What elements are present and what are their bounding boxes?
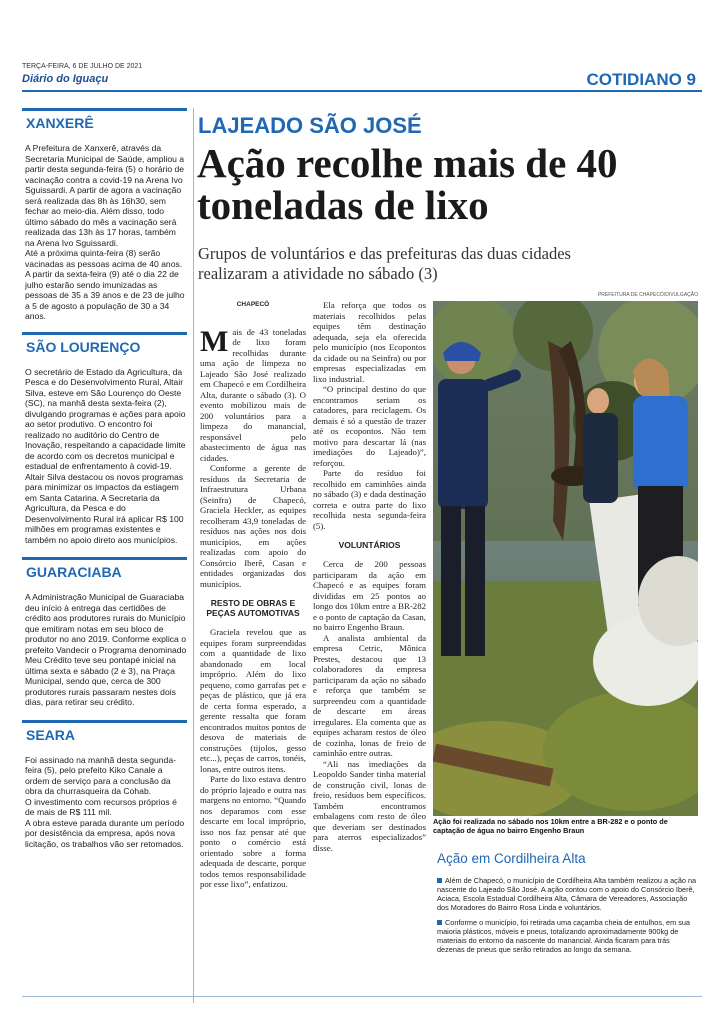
article-paragraph: “O principal destino do que encontramos seriam os catadores, para reciclagem. Os demais é só a questão de trazer até os ecopontos. Não tem motivo para descartar lá (nas imediações do Lajeado)”, reforçou. bbox=[313, 384, 426, 468]
article-paragraph: Cerca de 200 pessoas participaram da ação em Chapecó e as equipes foram divididas em 25 pontos ao longo dos 10km entre a BR-282 e o ponto de captação da Casan, no bairro Engenho Braun. bbox=[313, 559, 426, 632]
article-paragraph: Ela reforça que todos os materiais recolhidos pelas equipes têm destinação adequada, seja ela oferecida pelo município (nos Ecopontos da cidade ou na Seinfra) ou por empresas especializadas em lixo industrial. bbox=[313, 300, 426, 384]
article-subtitle: VOLUNTÁRIOS bbox=[338, 540, 401, 550]
article-paragraph: “Ali nas imediações da Leopoldo Sander tinha material de construção civil, lonas de freio, resíduos bem específicos. Também encontramos embalagens com resto de óleo que deveriam ser destinados para aterros especializados” disse. bbox=[313, 758, 426, 853]
section-rule bbox=[22, 557, 187, 560]
newspaper-name: Diário do Iguaçu bbox=[22, 73, 109, 85]
volunteers-photo-illustration bbox=[433, 301, 698, 816]
article-paragraph: Parte do lixo estava dentro do próprio lajeado e outra nas margens no entorno. “Quando nos deparamos com esse descarte em local impróprio, isso nos faz pensar até que ponto o comércio está orientado sobre a forma adequada de descarte, porque todos temos responsabilidade por esse lixo”, enfatizou. bbox=[200, 774, 306, 889]
brief-body: A Administração Municipal de Guaraciaba deu início à entrega das certidões de crédito aos produtores rurais do Município que emitiram notas em seu bloco de produtor no ano 2019. Conforme explica o prefeito Vandecir o Programa denominado Meu Crédito teve seu pontapé inicial na última sexta e sábado (2 e 3), na Praça Municipal, sendo que, cerca de 300 produtores rurais passaram nestes dois dias, para retirar seu crédito. bbox=[25, 592, 187, 707]
bullet-square-icon bbox=[437, 878, 442, 883]
paragraph-text: ais de 43 toneladas de lixo foram recolhidas durante uma ação de limpeza no Lajeado São José realizado em Chapecó e em Cordilheira Alta, durante o sábado (3). O evento mobilizou mais de 200 voluntários para a limpeza do manancial, responsável pelo abastecimento de água nas cidades. bbox=[200, 326, 306, 463]
drop-cap: M bbox=[200, 324, 229, 358]
article-byline: CHAPECÓ bbox=[236, 301, 270, 308]
sidebar-box-body bbox=[437, 876, 699, 960]
brief-xanxere bbox=[22, 108, 187, 322]
column-divider bbox=[193, 108, 194, 1003]
article-paragraph: Parte do resíduo foi recolhido em caminhões ainda no sábado (3) e dada destinação correta e outra parte do lixo recolhida nesta segunda-feira (5). bbox=[313, 468, 426, 531]
article-column-1 bbox=[200, 300, 306, 890]
sidebar-paragraph bbox=[437, 918, 699, 954]
article-paragraph: A analista ambiental da empresa Cetric, Mônica Prestes, destacou que 13 colaboradores da empresa participaram da ação no sábado e reforça que também se surpreendeu com a quantidade de descarte em áreas irregulares. Ela comenta que as equipes acharam restos de óleo de cozinha, lonas de freio de caminhão entre outras. bbox=[313, 632, 426, 758]
section-rule bbox=[22, 108, 187, 111]
article-headline: Ação recolhe mais de 40 toneladas de lixo bbox=[197, 140, 618, 228]
brief-seara bbox=[22, 720, 187, 850]
brief-title: SEARA bbox=[26, 726, 76, 743]
article-paragraph: Graciela revelou que as equipes foram surpreendidas com a quantidade de lixo abandonado em local impróprio. Além do lixo pequeno, como garrafas pet e peças de plástico, que já era de certa forma esperado, a gerente ressalta que foram encontrados muitos pontos de desova de materiais de construções (tijolos, gesso etc...), peças de carros, tonéis, lonas, entre outros itens. bbox=[200, 627, 306, 774]
footer-rule bbox=[22, 996, 702, 997]
paragraph-text: Além de Chapecó, o município de Cordilheira Alta também realizou a ação na nascente do Lajeado São José. A ação contou com o apoio do Consórcio Iberê, Aciaca, Escola Estadual Cordilheira Alta, Câmara de Vereadores, Associação dos Moradores do Bairro Rosa Linda e voluntários. bbox=[437, 876, 697, 912]
sidebar-paragraph bbox=[437, 876, 699, 912]
article-paragraph: Conforme a gerente de resíduos da Secretaria de Infraestrutura Urbana (Seinfra) de Chapecó, Graciela Heckler, as equipes recolheram 43,9 toneladas de resíduos nas ações nos dois municípios, em ações realizadas com apoio do Consórcio Iberê, Casan e entidades organizadas dos municípios. bbox=[200, 463, 306, 589]
photo-credit: PREFEITURA DE CHAPECÓ/DIVULGAÇÃO bbox=[597, 292, 698, 298]
article-kicker: LAJEADO SÃO JOSÉ bbox=[198, 113, 422, 138]
section-rule bbox=[22, 332, 187, 335]
article-photo bbox=[433, 301, 698, 816]
header-date: TERÇA-FEIRA, 6 DE JULHO DE 2021 bbox=[22, 63, 143, 70]
section-page-label: COTIDIANO 9 bbox=[586, 70, 696, 89]
left-news-column bbox=[22, 92, 187, 849]
article-paragraph bbox=[200, 324, 306, 464]
bullet-square-icon bbox=[437, 920, 442, 925]
sidebar-box-title: Ação em Cordilheira Alta bbox=[437, 851, 586, 866]
brief-body: A Prefeitura de Xanxerê, através da Secretaria Municipal de Saúde, ampliou a partir desta segunda-feira (5) o horário de vacinação contra a covid-19 na Arena Ivo Sguissardi. A partir de agora a vacinação será realizada das 8h às 16h30, sem fechar ao meio-dia. Além disso, todo último sábado do mês a vacinação será realizada das 13h às 17 horas, também na Arena Ivo Sguissardi. Até a próxima quinta-feira (8) serão vacinadas as pessoas acima de 40 anos. A partir da sexta-feira (9) até o dia 22 de julho estarão sendo imunizadas as pessoas de 35 a 39 anos e de 23 de julho a 5 de agosto a população de 30 a 34 anos. bbox=[25, 143, 185, 321]
brief-title: GUARACIABA bbox=[26, 564, 122, 580]
section-rule bbox=[22, 720, 187, 723]
article-column-2 bbox=[313, 300, 426, 853]
brief-title: SÃO LOURENÇO bbox=[26, 338, 141, 355]
brief-sao-lourenco bbox=[22, 332, 187, 546]
brief-body: O secretário de Estado da Agricultura, da Pesca e do Desenvolvimento Rural, Altair Silva, esteve em São Lourenço do Oeste (SC), na manhã desta sexta-feira (2), divulgando programas e ações para apoio ao setor produtivo. O encontro foi realizado no auditório do Centro de Inovação, respeitando a capacidade limite de acordo com os decretos municipal e estadual de enfrentamento à covid-19. Altair Silva destacou os novos programas para minimizar os impactos da estiagem em Santa Catarina. A Secretaria da Agricultura, da Pesca e do Desenvolvimento Rural irá aplicar R$ 100 milhões em programas existentes e também no apoio direto aos municípios. bbox=[25, 366, 186, 545]
brief-body: Foi assinado na manhã desta segunda-feira (5), pelo prefeito Kiko Canale a ordem de serviço para a conclusão da obra da churrasqueira da Cohab. O investimento com recursos próprios é de mais de R$ 111 mil. A obra esteve parada durante um período por desistência da empresa, após nova licitação, os trabalhos vão ser retomados. bbox=[25, 754, 185, 849]
paragraph-text: Conforme o município, foi retirada uma caçamba cheia de entulhos, em sua maioria plásticos, móveis e pneus, totalizando aproximadamente 900kg de materiais do entorno da nascente do manancial. Ainda ficaram para trás dezenas de pneus que serão retirados ao longo da semana. bbox=[437, 918, 690, 954]
article-subtitle: RESTO DE OBRAS E PEÇAS AUTOMOTIVAS bbox=[206, 598, 300, 618]
brief-guaraciaba bbox=[22, 557, 187, 708]
brief-title: XANXERÊ bbox=[26, 115, 94, 131]
photo-caption: Ação foi realizada no sábado nos 10km entre a BR-282 e o ponto de captação de água no bairro Engenho Braun bbox=[433, 817, 668, 835]
article-subhead: Grupos de voluntários e das prefeituras das duas cidades realizaram a atividade no sábado (3) bbox=[198, 244, 571, 283]
